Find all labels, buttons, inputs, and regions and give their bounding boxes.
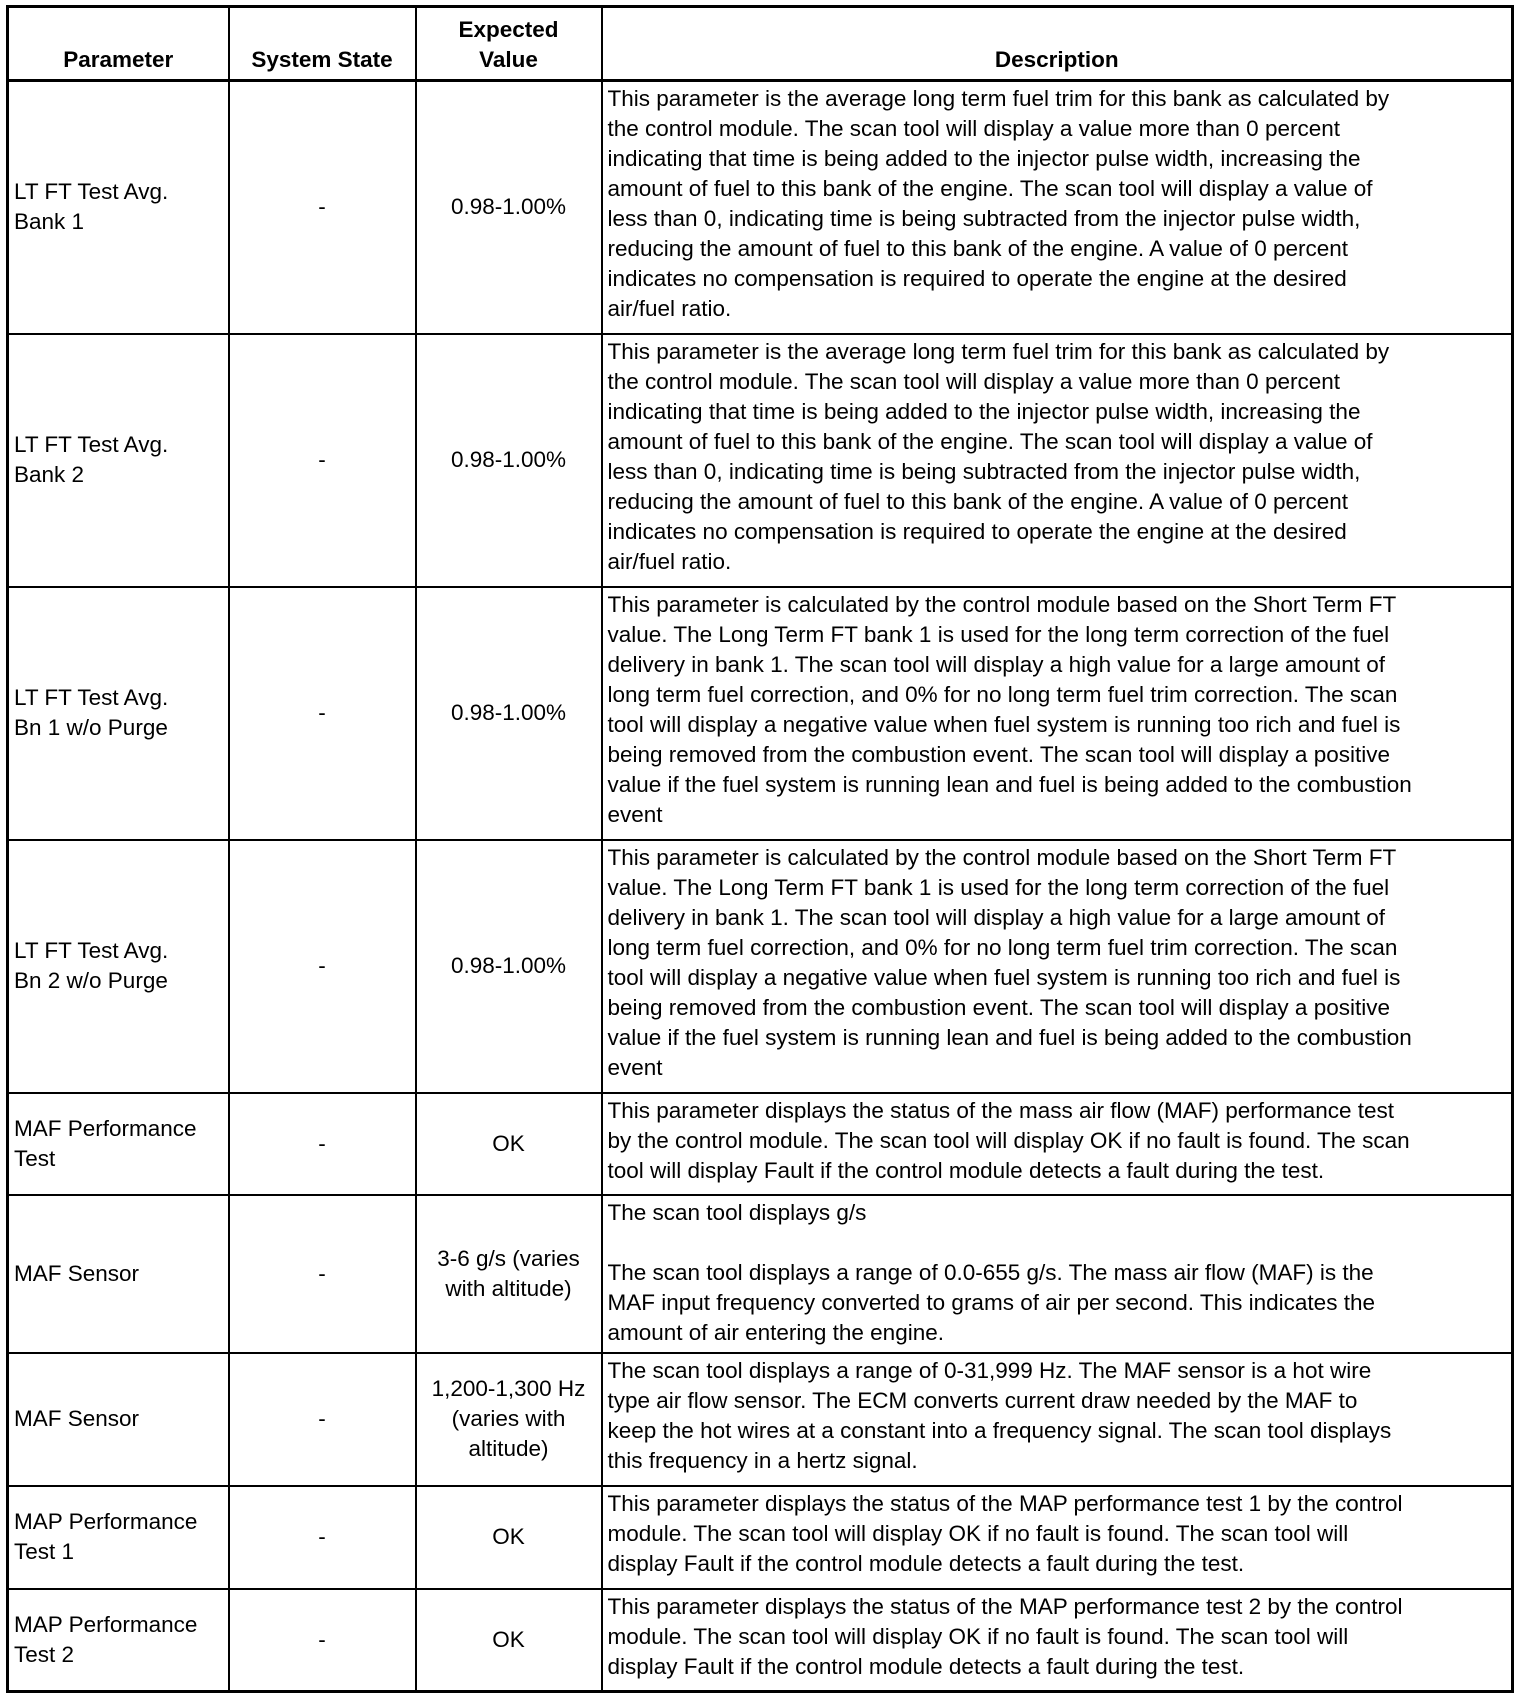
header-row (8, 7, 1513, 81)
table-row (8, 334, 1513, 587)
expected-value-cell: OK (416, 1093, 602, 1195)
description-cell: This parameter is the average long term fuel trim for this bank as calculated by the control module. The scan tool will display a value more than 0 percent indicating that time is being added to the injector pulse width, increasing the amount of fuel to this bank of the engine. The scan tool will display a value of less than 0, indicating time is being subtracted from the injector pulse width, reducing the amount of fuel to this bank of the engine. A value of 0 percent indicates no compensation is required to operate the engine at the desired air/fuel ratio. (602, 334, 1513, 587)
table-row (8, 1589, 1513, 1692)
header-description: Description (602, 7, 1513, 81)
parameter-cell: LT FT Test Avg. Bn 1 w/o Purge (8, 587, 229, 840)
table-row (8, 1195, 1513, 1353)
description-cell: The scan tool displays g/s The scan tool displays a range of 0.0-655 g/s. The mass air flow (MAF) is the MAF input frequency converted to grams of air per second. This indicates the amount of air entering the engine. (602, 1195, 1513, 1353)
system-state-cell: - (229, 334, 416, 587)
header-parameter: Parameter (8, 7, 229, 81)
parameter-cell: MAP Performance Test 2 (8, 1589, 229, 1692)
table-row (8, 81, 1513, 334)
header-expected-value: Expected Value (416, 7, 602, 81)
parameter-table (6, 5, 1514, 1693)
expected-value-cell: 0.98-1.00% (416, 840, 602, 1093)
description-cell: The scan tool displays a range of 0-31,999 Hz. The MAF sensor is a hot wire type air flow sensor. The ECM converts current draw needed by the MAF to keep the hot wires at a constant into a frequency signal. The scan tool displays this frequency in a hertz signal. (602, 1353, 1513, 1486)
expected-value-cell: 0.98-1.00% (416, 81, 602, 334)
expected-value-cell: OK (416, 1486, 602, 1589)
table-row (8, 587, 1513, 840)
system-state-cell: - (229, 1589, 416, 1692)
expected-value-cell: 1,200-1,300 Hz (varies with altitude) (416, 1353, 602, 1486)
parameter-cell: MAP Performance Test 1 (8, 1486, 229, 1589)
description-cell: This parameter is the average long term fuel trim for this bank as calculated by the control module. The scan tool will display a value more than 0 percent indicating that time is being added to the injector pulse width, increasing the amount of fuel to this bank of the engine. The scan tool will display a value of less than 0, indicating time is being subtracted from the injector pulse width, reducing the amount of fuel to this bank of the engine. A value of 0 percent indicates no compensation is required to operate the engine at the desired air/fuel ratio. (602, 81, 1513, 334)
expected-value-cell: 0.98-1.00% (416, 587, 602, 840)
system-state-cell: - (229, 1195, 416, 1353)
parameter-cell: MAF Sensor (8, 1195, 229, 1353)
parameter-cell: LT FT Test Avg. Bn 2 w/o Purge (8, 840, 229, 1093)
system-state-cell: - (229, 1353, 416, 1486)
expected-value-cell: 0.98-1.00% (416, 334, 602, 587)
description-cell: This parameter displays the status of the MAP performance test 2 by the control module. The scan tool will display OK if no fault is found. The scan tool will display Fault if the control module detects a fault during the test. (602, 1589, 1513, 1692)
description-cell: This parameter is calculated by the control module based on the Short Term FT value. The Long Term FT bank 1 is used for the long term correction of the fuel delivery in bank 1. The scan tool will display a high value for a large amount of long term fuel correction, and 0% for no long term fuel trim correction. The scan tool will display a negative value when fuel system is running too rich and fuel is being removed from the combustion event. The scan tool will display a positive value if the fuel system is running lean and fuel is being added to the combustion event (602, 840, 1513, 1093)
description-cell: This parameter is calculated by the control module based on the Short Term FT value. The Long Term FT bank 1 is used for the long term correction of the fuel delivery in bank 1. The scan tool will display a high value for a large amount of long term fuel correction, and 0% for no long term fuel trim correction. The scan tool will display a negative value when fuel system is running too rich and fuel is being removed from the combustion event. The scan tool will display a positive value if the fuel system is running lean and fuel is being added to the combustion event (602, 587, 1513, 840)
description-cell: This parameter displays the status of the mass air flow (MAF) performance test by the control module. The scan tool will display OK if no fault is found. The scan tool will display Fault if the control module detects a fault during the test. (602, 1093, 1513, 1195)
header-system-state: System State (229, 7, 416, 81)
system-state-cell: - (229, 1093, 416, 1195)
parameter-cell: MAF Sensor (8, 1353, 229, 1486)
system-state-cell: - (229, 840, 416, 1093)
table-row (8, 1093, 1513, 1195)
parameter-cell: LT FT Test Avg. Bank 1 (8, 81, 229, 334)
description-cell: This parameter displays the status of the MAP performance test 1 by the control module. The scan tool will display OK if no fault is found. The scan tool will display Fault if the control module detects a fault during the test. (602, 1486, 1513, 1589)
table-row (8, 840, 1513, 1093)
expected-value-cell: OK (416, 1589, 602, 1692)
table-row (8, 1353, 1513, 1486)
parameter-cell: LT FT Test Avg. Bank 2 (8, 334, 229, 587)
expected-value-cell: 3-6 g/s (varies with altitude) (416, 1195, 602, 1353)
parameter-cell: MAF Performance Test (8, 1093, 229, 1195)
system-state-cell: - (229, 587, 416, 840)
table-row (8, 1486, 1513, 1589)
system-state-cell: - (229, 81, 416, 334)
system-state-cell: - (229, 1486, 416, 1589)
